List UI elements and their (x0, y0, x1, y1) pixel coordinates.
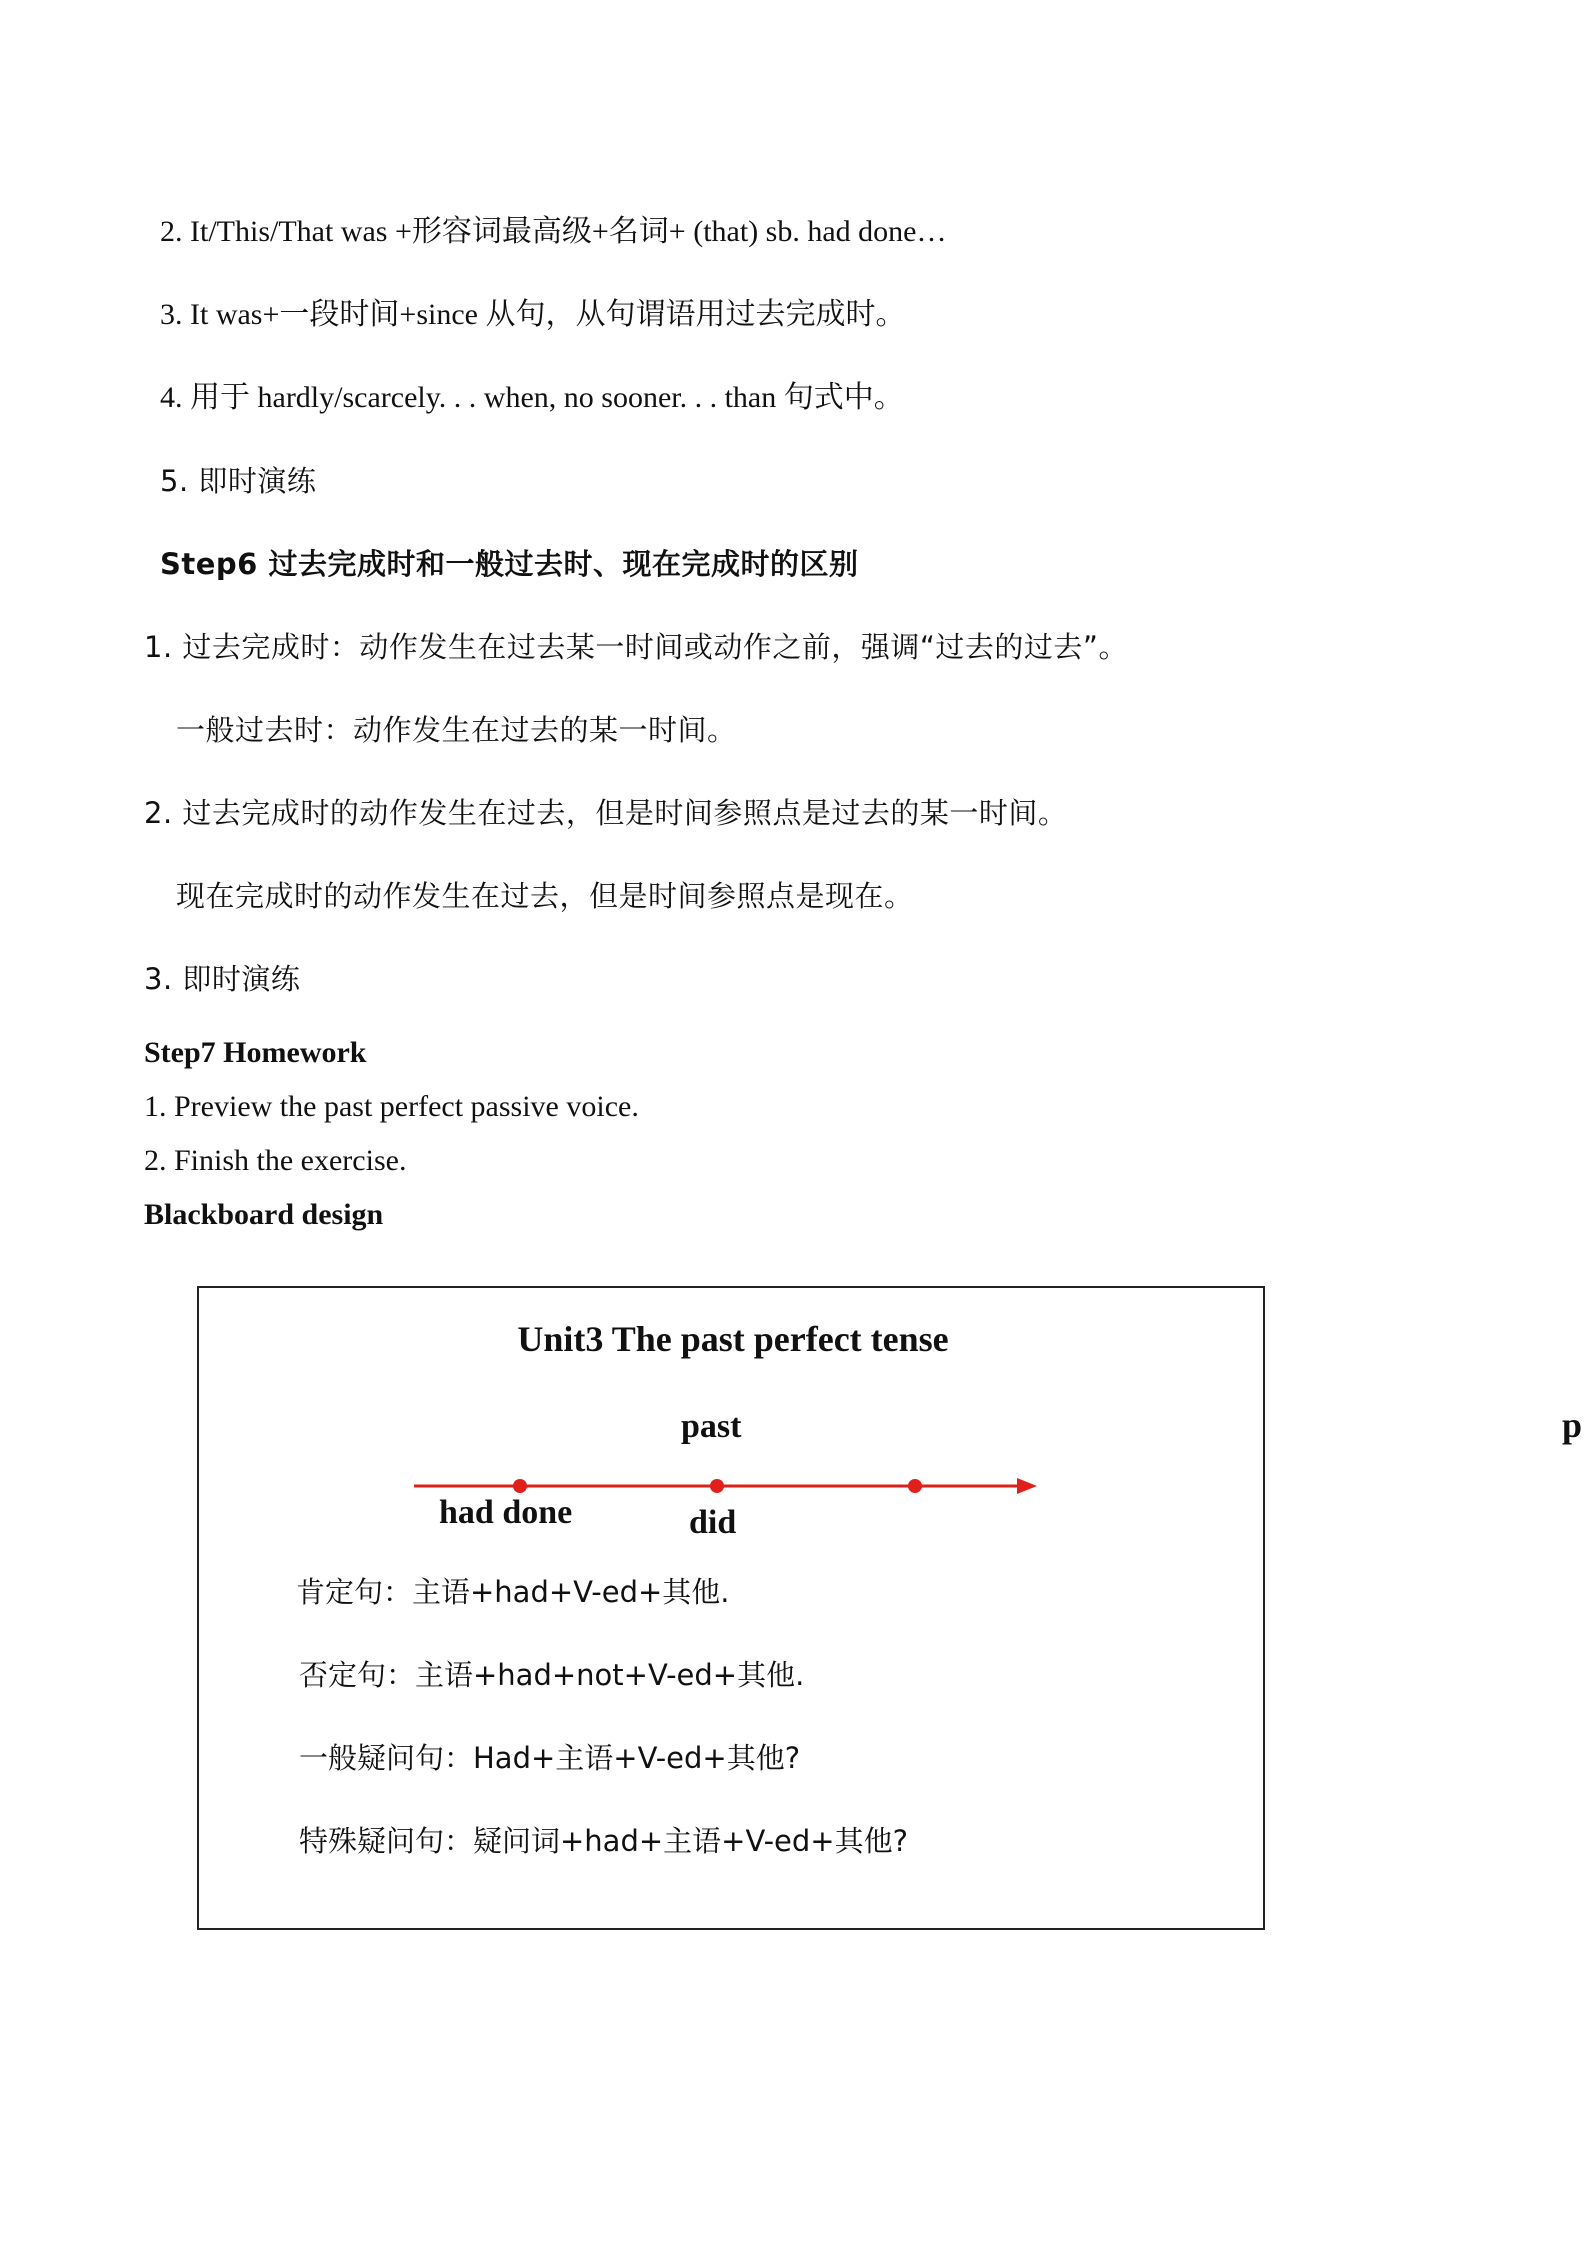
homework-item-1: 1. Preview the past perfect passive voice. (144, 1090, 639, 1123)
step6-item-2-num: 2. (144, 796, 173, 830)
grammar-point-5-body: 即时演练 (198, 464, 317, 498)
step7-heading: Step7 Homework (144, 1036, 367, 1069)
grammar-point-3-num: 3. (160, 298, 183, 331)
step6-item-3-num: 3. (144, 962, 173, 996)
grammar-point-3-body: It was+一段时间+since 从句，从句谓语用过去完成时。 (190, 298, 906, 331)
stray-text-fragment: p (1562, 1405, 1583, 1445)
grammar-point-3 (160, 295, 905, 335)
grammar-point-2-text: 2. (160, 215, 183, 248)
blackboard-heading: Blackboard design (144, 1198, 384, 1231)
step6-item-2 (144, 793, 1067, 833)
step6-item-3 (144, 959, 300, 999)
timeline-arrowhead (1017, 1478, 1037, 1494)
rule-general-question: 一般疑问句：Had+主语+V-ed+其他? (299, 1741, 801, 1775)
step6-heading: Step6 过去完成时和一般过去时、现在完成时的区别 (160, 547, 859, 581)
grammar-point-4-body: 用于 hardly/scarcely. . . when, no sooner. . . than 句式中。 (190, 381, 904, 414)
timeline-label-had-done: had done (439, 1494, 573, 1531)
timeline-point-now (908, 1479, 922, 1493)
rule-affirmative: 肯定句：主语+had+V-ed+其他. (296, 1575, 730, 1609)
grammar-point-5-num: 5. (160, 464, 189, 498)
rule-negative: 否定句：主语+had+not+V-ed+其他. (299, 1658, 805, 1692)
blackboard-frame (197, 1286, 1265, 1930)
grammar-point-4 (160, 378, 904, 418)
grammar-point-5 (160, 461, 316, 501)
step6-item-2b: 现在完成时的动作发生在过去，但是时间参照点是现在。 (176, 879, 914, 913)
grammar-point-2 (160, 212, 947, 252)
grammar-point-2-body: It/This/That was +形容词最高级+名词+ (that) sb. had done… (190, 215, 947, 248)
step6-item-1b: 一般过去时：动作发生在过去的某一时间。 (176, 713, 737, 747)
step6-item-3-text: 即时演练 (182, 962, 301, 996)
timeline-point-did (710, 1479, 724, 1493)
timeline-label-did: did (689, 1504, 737, 1541)
homework-item-2: 2. Finish the exercise. (144, 1144, 407, 1177)
rule-special-question: 特殊疑问句：疑问词+had+主语+V-ed+其他? (299, 1824, 909, 1858)
step6-item-1-num: 1. (144, 630, 173, 664)
timeline-label-past: past (681, 1408, 742, 1445)
blackboard-title: Unit3 The past perfect tense (517, 1319, 949, 1359)
step6-item-1 (144, 627, 1128, 667)
grammar-point-4-num: 4. (160, 381, 183, 414)
step6-item-2-text: 过去完成时的动作发生在过去，但是时间参照点是过去的某一时间。 (182, 796, 1068, 830)
step6-item-1-text: 过去完成时：动作发生在过去某一时间或动作之前，强调“过去的过去”。 (182, 630, 1128, 664)
timeline-point-had-done (513, 1479, 527, 1493)
